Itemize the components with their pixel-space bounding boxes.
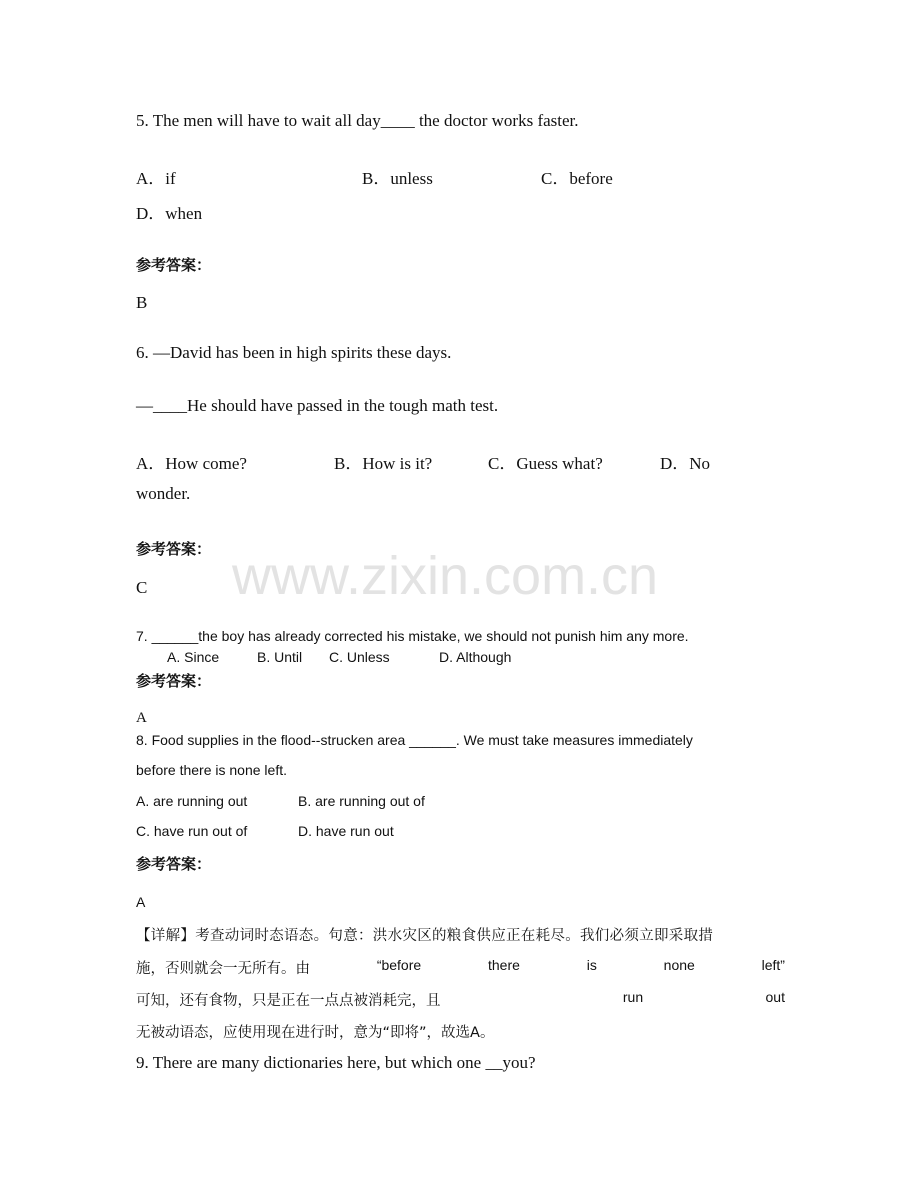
watermark: www.zixin.com.cn: [232, 546, 659, 606]
q8-option-c: C. have run out of: [136, 823, 248, 839]
q7-option-a: A. Since: [167, 649, 220, 665]
q8-detail-line2-word: left”: [761, 957, 785, 973]
q8-detail-line2-word: none: [663, 957, 695, 973]
q7-option-c: C. Unless: [329, 649, 390, 665]
q5-answer: B: [136, 293, 148, 312]
q8-detail-line2-word: 施，否则就会一无所有。由: [136, 961, 310, 977]
q8-detail-line2-word: there: [487, 957, 520, 973]
q5-option-d: D．when: [136, 204, 203, 223]
q8-detail-line3-word: out: [765, 989, 785, 1005]
q6-option-b: B．How is it?: [334, 454, 433, 473]
q8-detail-line2-word: “before: [376, 957, 422, 973]
q8-stem-line1: 8. Food supplies in the flood--strucken area ______. We must take measures immediately: [136, 732, 693, 748]
q8-stem-line2: before there is none left.: [136, 762, 287, 778]
q6-option-a: A．How come?: [136, 454, 247, 473]
q8-option-d: D. have run out: [298, 823, 394, 839]
q5-answer-label: 参考答案：: [136, 256, 212, 274]
q8-detail-line1: 【详解】考查动词时态语态。句意：洪水灾区的粮食供应正在耗尽。我们必须立即采取措: [136, 928, 714, 944]
q8-detail-line3-word: 可知，还有食物，只是正在一点点被消耗完，且: [136, 993, 441, 1009]
q6-reply: —____He should have passed in the tough math test.: [136, 396, 499, 415]
q8-detail-line2-word: is: [586, 957, 597, 973]
q6-option-c: C．Guess what?: [488, 454, 603, 473]
q8-detail-line4: 无被动语态，应使用现在进行时，意为“即将”，故选A。: [136, 1025, 495, 1041]
q7-stem: 7. ______the boy has already corrected his mistake, we should not punish him any more.: [136, 628, 689, 644]
q5-option-a: A．if: [136, 169, 176, 188]
q5-option-c: C．before: [541, 169, 613, 188]
q7-option-b: B. Until: [257, 649, 303, 665]
q8-detail-line3: [136, 989, 785, 1010]
q5-option-b: B．unless: [362, 169, 433, 188]
q7-answer: A: [136, 710, 147, 726]
q6-stem: 6. —David has been in high spirits these days.: [136, 343, 452, 362]
q8-option-b: B. are running out of: [298, 793, 425, 809]
q6-option-d-cont: wonder.: [136, 484, 191, 503]
q8-answer-label: 参考答案：: [136, 855, 212, 873]
q6-answer-label: 参考答案：: [136, 540, 212, 558]
q7-option-d: D. Although: [439, 649, 512, 665]
q7-answer-label: 参考答案：: [136, 672, 212, 690]
q8-option-a: A. are running out: [136, 793, 248, 809]
q8-detail-line2: [136, 957, 785, 978]
q6-answer: C: [136, 578, 148, 597]
q9-stem: 9. There are many dictionaries here, but which one __you?: [136, 1053, 536, 1072]
q8-detail-line3-word: run: [622, 989, 644, 1005]
q5-stem: 5. The men will have to wait all day____ the doctor works faster.: [136, 111, 579, 130]
q6-option-d: D．No: [660, 454, 711, 473]
q8-answer: A: [136, 894, 146, 910]
